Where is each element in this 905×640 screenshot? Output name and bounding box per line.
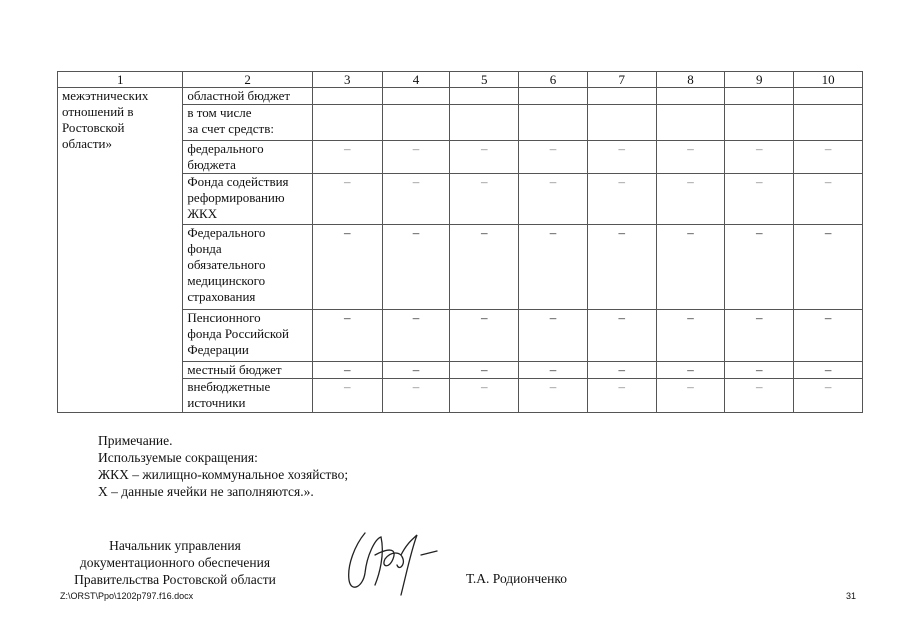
value-cell: –	[450, 362, 519, 379]
value-cell: –	[656, 310, 725, 362]
col-header: 3	[312, 72, 382, 88]
value-cell	[794, 105, 863, 141]
value-cell: –	[312, 141, 382, 174]
program-name-line: области»	[62, 136, 112, 151]
funding-source-line: внебюджетные	[187, 379, 271, 394]
funding-source-line: ЖКХ	[187, 206, 218, 221]
funding-source-cell	[183, 362, 312, 379]
funding-source-cell	[183, 105, 312, 141]
value-cell	[519, 105, 588, 141]
value-cell: –	[587, 141, 656, 174]
col-header: 5	[450, 72, 519, 88]
value-cell: –	[519, 141, 588, 174]
value-cell	[312, 88, 382, 105]
value-cell: –	[382, 310, 450, 362]
funding-source-line: федерального	[187, 141, 264, 156]
value-cell: –	[794, 362, 863, 379]
value-cell: –	[312, 174, 382, 225]
note-title: Примечание.	[98, 433, 173, 448]
value-cell: –	[587, 174, 656, 225]
handwritten-signature	[335, 525, 445, 605]
note-block	[98, 432, 348, 500]
value-cell	[587, 88, 656, 105]
program-name-line: межэтнических	[62, 88, 149, 103]
value-cell: –	[519, 310, 588, 362]
position-line: Правительства Ростовской области	[74, 572, 276, 587]
value-cell: –	[312, 225, 382, 310]
program-name-cell	[58, 88, 183, 413]
funding-source-line: медицинского	[187, 273, 266, 288]
value-cell	[656, 105, 725, 141]
col-header: 10	[794, 72, 863, 88]
value-cell: –	[725, 310, 794, 362]
value-cell: –	[382, 225, 450, 310]
note-line: Используемые сокращения:	[98, 450, 258, 465]
value-cell	[382, 88, 450, 105]
value-cell: –	[725, 225, 794, 310]
col-header: 1	[58, 72, 183, 88]
col-header: 7	[587, 72, 656, 88]
value-cell: –	[450, 141, 519, 174]
value-cell	[519, 88, 588, 105]
col-header: 8	[656, 72, 725, 88]
value-cell: –	[794, 379, 863, 413]
value-cell: –	[382, 174, 450, 225]
position-line: документационного обеспечения	[79, 555, 271, 570]
funding-source-line: в том числе	[187, 105, 252, 120]
funding-source-cell	[183, 174, 312, 225]
value-cell: –	[725, 379, 794, 413]
position-line: Начальник управления	[109, 538, 241, 553]
value-cell: –	[587, 310, 656, 362]
funding-source-line: областной бюджет	[187, 88, 291, 103]
note-line: Х – данные ячейки не заполняются.».	[98, 484, 314, 499]
value-cell: –	[450, 225, 519, 310]
value-cell: –	[794, 141, 863, 174]
value-cell: –	[794, 225, 863, 310]
value-cell	[450, 88, 519, 105]
funding-source-line: обязательного	[187, 257, 266, 272]
funding-source-line: за счет средств:	[187, 121, 274, 136]
header-row	[58, 72, 863, 88]
funding-source-line: Пенсионного	[187, 310, 261, 325]
value-cell	[794, 88, 863, 105]
value-cell: –	[450, 310, 519, 362]
funding-source-line: Фонда содействия	[187, 174, 289, 189]
value-cell: –	[382, 379, 450, 413]
col-header: 9	[725, 72, 794, 88]
value-cell: –	[450, 379, 519, 413]
value-cell: –	[519, 362, 588, 379]
col-header: 4	[382, 72, 450, 88]
table-row	[58, 88, 863, 105]
value-cell: –	[312, 310, 382, 362]
value-cell: –	[382, 141, 450, 174]
value-cell: –	[587, 225, 656, 310]
funding-source-line: Федерального	[187, 225, 266, 240]
value-cell: –	[725, 174, 794, 225]
program-name-line: Ростовской	[62, 120, 125, 135]
value-cell	[725, 88, 794, 105]
page-number: 31	[846, 591, 857, 601]
file-path: Z:\ORST\Ppo\1202p797.f16.docx	[60, 591, 194, 601]
signatory-name: Т.А. Родионченко	[466, 571, 567, 586]
note-line: ЖКХ – жилищно-коммунальное хозяйство;	[98, 467, 349, 482]
value-cell: –	[656, 379, 725, 413]
value-cell: –	[312, 379, 382, 413]
funding-source-cell	[183, 379, 312, 413]
value-cell: –	[656, 174, 725, 225]
value-cell: –	[725, 141, 794, 174]
value-cell: –	[656, 362, 725, 379]
value-cell: –	[656, 141, 725, 174]
value-cell	[656, 88, 725, 105]
value-cell	[587, 105, 656, 141]
signatory-position	[60, 537, 290, 588]
value-cell	[725, 105, 794, 141]
value-cell: –	[519, 174, 588, 225]
value-cell: –	[450, 174, 519, 225]
value-cell: –	[382, 362, 450, 379]
funding-source-line: страхования	[187, 289, 256, 304]
funding-source-cell	[183, 141, 312, 174]
value-cell	[450, 105, 519, 141]
funding-source-cell	[183, 225, 312, 310]
funding-source-line: Федерации	[187, 342, 249, 357]
funding-source-line: бюджета	[187, 157, 236, 172]
funding-source-cell	[183, 88, 312, 105]
funding-source-cell	[183, 310, 312, 362]
funding-source-line: местный бюджет	[187, 362, 282, 377]
value-cell: –	[656, 225, 725, 310]
value-cell: –	[794, 310, 863, 362]
value-cell: –	[587, 379, 656, 413]
col-header: 2	[183, 72, 312, 88]
funding-source-line: источники	[187, 395, 246, 410]
funding-source-line: фонда Российской	[187, 326, 289, 341]
value-cell: –	[312, 362, 382, 379]
value-cell: –	[519, 379, 588, 413]
funding-source-line: реформированию	[187, 190, 285, 205]
col-header: 6	[519, 72, 588, 88]
program-name-line: отношений в	[62, 104, 134, 119]
value-cell: –	[794, 174, 863, 225]
funding-source-line: фонда	[187, 241, 222, 256]
value-cell	[382, 105, 450, 141]
value-cell	[312, 105, 382, 141]
value-cell: –	[587, 362, 656, 379]
budget-table	[57, 71, 863, 413]
value-cell: –	[725, 362, 794, 379]
value-cell: –	[519, 225, 588, 310]
